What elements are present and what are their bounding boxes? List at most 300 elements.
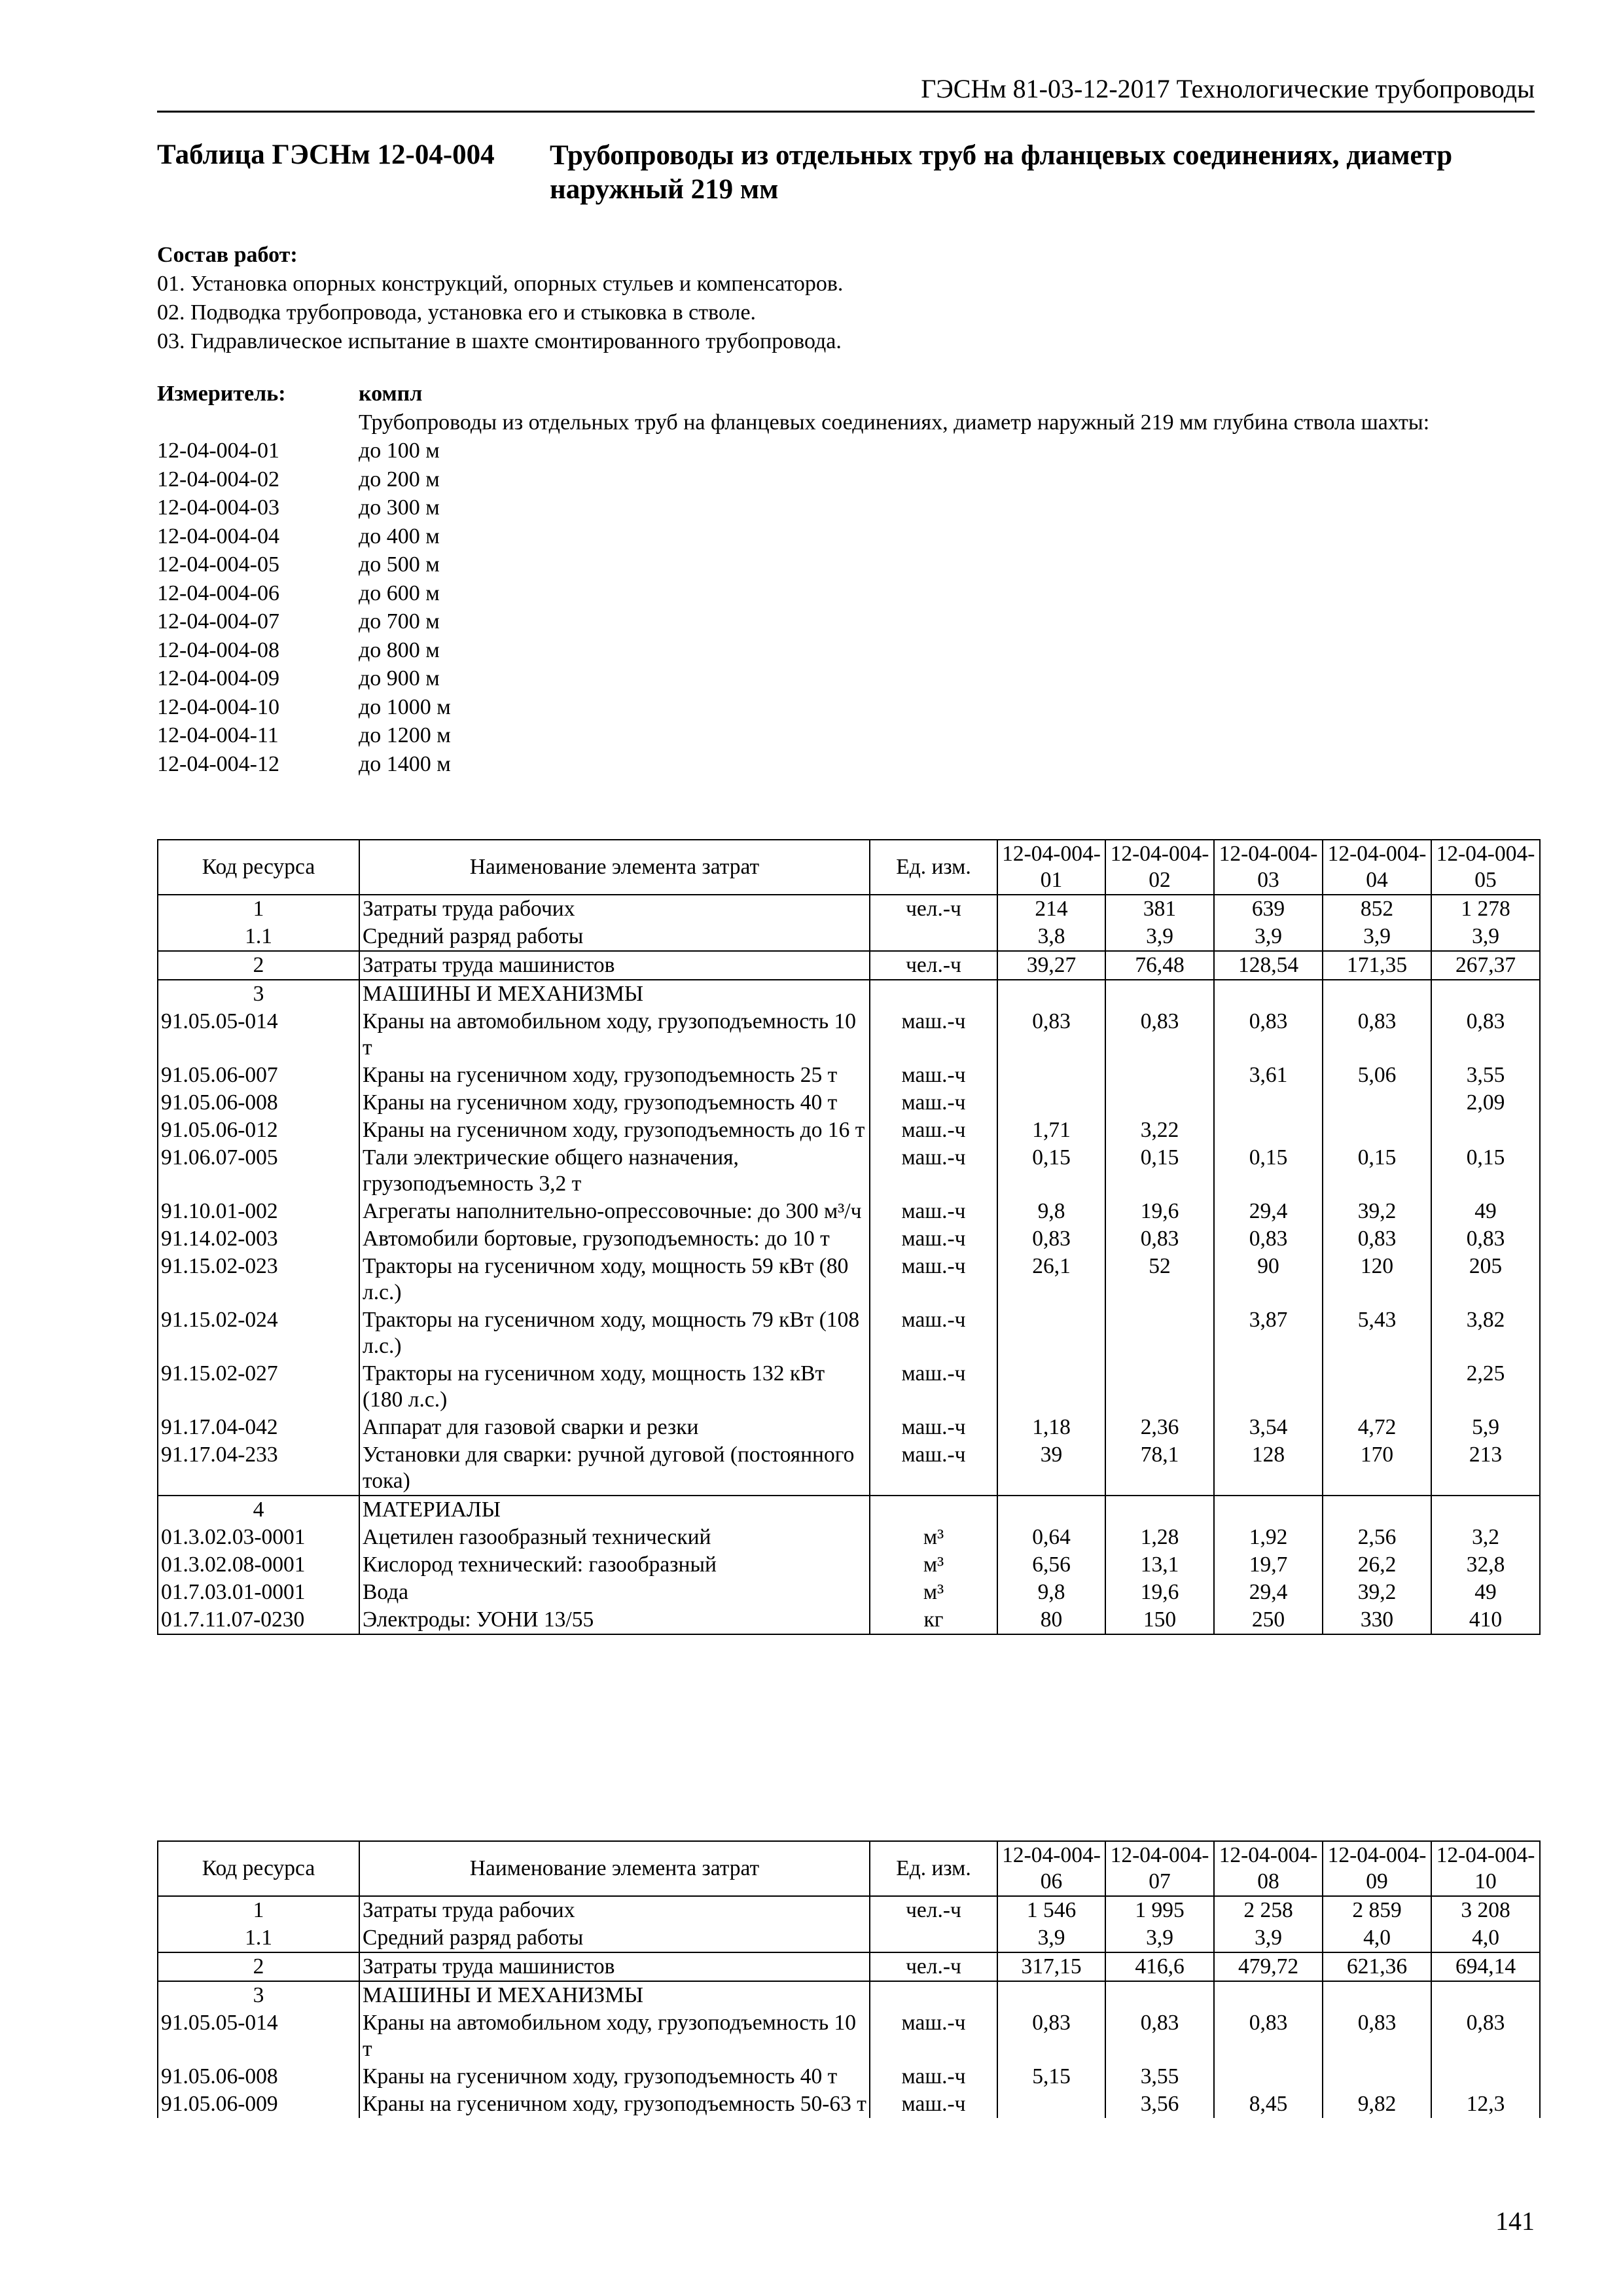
resource-value: 3,61: [1214, 1062, 1323, 1089]
meter-entry-code: 12-04-004-08: [157, 637, 279, 662]
resource-code: 91.06.07-005: [158, 1144, 359, 1198]
resource-value: [1323, 2063, 1431, 2090]
resource-name: Средний разряд работы: [359, 923, 870, 951]
resource-name: Средний разряд работы: [359, 1924, 870, 1952]
resource-value: 12,3: [1431, 2090, 1540, 2118]
resource-name: Установки для сварки: ручной дуговой (постоянного тока): [359, 1441, 870, 1496]
resource-value: 213: [1431, 1441, 1540, 1496]
work-item: 02. Подводка трубопровода, установка его и стыковка в стволе.: [157, 300, 757, 325]
resource-value: [1431, 1496, 1540, 1524]
resource-value: 214: [997, 895, 1105, 923]
resource-unit: маш.-ч: [870, 1306, 997, 1360]
resource-value: 39: [997, 1441, 1105, 1496]
resource-value: [1214, 1981, 1323, 2009]
table-row: [158, 1144, 1540, 1198]
resource-value: 19,7: [1214, 1551, 1323, 1579]
resource-code: 91.14.02-003: [158, 1225, 359, 1253]
meter-entry-desc: до 500 м: [359, 552, 440, 577]
resource-code: 01.3.02.08-0001: [158, 1551, 359, 1579]
table-row: [158, 1198, 1540, 1225]
resource-value: 32,8: [1431, 1551, 1540, 1579]
meter-entry-desc: до 700 м: [359, 609, 440, 634]
resource-unit: чел.-ч: [870, 951, 997, 980]
resource-code: 91.05.05-014: [158, 2009, 359, 2063]
table-row: [158, 980, 1540, 1008]
resource-name: МАТЕРИАЛЫ: [359, 1496, 870, 1524]
resource-value: [997, 980, 1105, 1008]
meter-entry-desc: до 200 м: [359, 467, 440, 492]
column-header: Наименование элемента затрат: [359, 840, 870, 895]
resource-value: 5,15: [997, 2063, 1105, 2090]
resource-unit: [870, 923, 997, 951]
resource-value: 128,54: [1214, 951, 1323, 980]
resource-name: Затраты труда рабочих: [359, 1896, 870, 1924]
meter-entry-code: 12-04-004-11: [157, 723, 279, 747]
resource-code: 91.17.04-042: [158, 1414, 359, 1441]
resource-unit: маш.-ч: [870, 1225, 997, 1253]
resource-value: 3,56: [1105, 2090, 1214, 2118]
meter-entry-desc: до 100 м: [359, 439, 440, 463]
meter-entry: [157, 721, 1538, 750]
table-title-text: Трубопроводы из отдельных труб на фланцевых соединениях, диаметр наружный 219 мм: [550, 140, 1453, 205]
resource-value: [997, 1089, 1105, 1117]
resource-name: Краны на гусеничном ходу, грузоподъемность 40 т: [359, 2063, 870, 2090]
table-row: [158, 1062, 1540, 1089]
meter-entry: [157, 550, 1538, 579]
table-row: [158, 2090, 1540, 2118]
resource-name: Краны на гусеничном ходу, грузоподъемность 40 т: [359, 1089, 870, 1117]
resource-value: [997, 1360, 1105, 1414]
resource-value: [1323, 980, 1431, 1008]
resource-value: 0,83: [1431, 1225, 1540, 1253]
resource-code: 91.05.06-008: [158, 1089, 359, 1117]
resource-name: Тракторы на гусеничном ходу, мощность 132 кВт (180 л.с.): [359, 1360, 870, 1414]
meter-entry-code: 12-04-004-05: [157, 552, 279, 577]
column-header: 12-04-004-06: [997, 1841, 1105, 1896]
resource-value: 39,27: [997, 951, 1105, 980]
resource-value: [1214, 980, 1323, 1008]
meter-entry: [157, 693, 1538, 722]
resource-value: 0,15: [1431, 1144, 1540, 1198]
resource-value: 128: [1214, 1441, 1323, 1496]
resource-name: Ацетилен газообразный технический: [359, 1524, 870, 1551]
resource-unit: маш.-ч: [870, 1144, 997, 1198]
resource-value: 3,55: [1431, 1062, 1540, 1089]
resource-value: 3,82: [1431, 1306, 1540, 1360]
resource-value: 150: [1105, 1606, 1214, 1634]
meter-entry: [157, 437, 1538, 465]
resource-unit: маш.-ч: [870, 2063, 997, 2090]
resource-value: [997, 2090, 1105, 2118]
resource-name: Тракторы на гусеничном ходу, мощность 59 кВт (80 л.с.): [359, 1253, 870, 1306]
column-header: 12-04-004-05: [1431, 840, 1540, 895]
meter-entry-desc: до 1200 м: [359, 723, 451, 747]
resource-name: Кислород технический: газообразный: [359, 1551, 870, 1579]
resource-name: Тракторы на гусеничном ходу, мощность 79 кВт (108 л.с.): [359, 1306, 870, 1360]
resource-unit: м³: [870, 1551, 997, 1579]
resource-value: 267,37: [1431, 951, 1540, 980]
column-header: 12-04-004-04: [1323, 840, 1431, 895]
resource-code: 1: [158, 895, 359, 923]
resource-table-1: [157, 839, 1541, 1635]
resource-value: 3,8: [997, 923, 1105, 951]
resource-name: Краны на гусеничном ходу, грузоподъемность до 16 т: [359, 1117, 870, 1144]
resource-code: 4: [158, 1496, 359, 1524]
meter-description: Трубопроводы из отдельных труб на фланцевых соединениях, диаметр наружный 219 мм глубина ствола шахты:: [359, 410, 1430, 435]
resource-unit: м³: [870, 1579, 997, 1606]
resource-value: 381: [1105, 895, 1214, 923]
resource-value: 2,25: [1431, 1360, 1540, 1414]
resource-value: 90: [1214, 1253, 1323, 1306]
meter-entry-code: 12-04-004-01: [157, 439, 279, 463]
resource-value: 0,83: [1214, 1225, 1323, 1253]
column-header: Ед. изм.: [870, 840, 997, 895]
resource-value: 4,0: [1431, 1924, 1540, 1952]
resource-value: 2,09: [1431, 1089, 1540, 1117]
resource-value: 3,2: [1431, 1524, 1540, 1551]
resource-value: 29,4: [1214, 1579, 1323, 1606]
running-header: ГЭСНм 81-03-12-2017 Технологические трубопроводы: [157, 73, 1535, 113]
resource-name: Тали электрические общего назначения, грузоподъемность 3,2 т: [359, 1144, 870, 1198]
resource-value: [1214, 1360, 1323, 1414]
table-row: [158, 2063, 1540, 2090]
resource-value: [1323, 1117, 1431, 1144]
meter-unit: компл: [359, 382, 423, 406]
resource-value: 1,18: [997, 1414, 1105, 1441]
meter-entry: [157, 664, 1538, 693]
resource-unit: [870, 1981, 997, 2009]
meter-entry-code: 12-04-004-10: [157, 694, 279, 719]
resource-value: 639: [1214, 895, 1323, 923]
resource-code: 1.1: [158, 923, 359, 951]
column-header: 12-04-004-03: [1214, 840, 1323, 895]
resource-unit: маш.-ч: [870, 1198, 997, 1225]
meter-entry: [157, 465, 1538, 494]
table-row: [158, 1496, 1540, 1524]
resource-unit: м³: [870, 1524, 997, 1551]
resource-unit: маш.-ч: [870, 1441, 997, 1496]
resource-name: Краны на гусеничном ходу, грузоподъемность 25 т: [359, 1062, 870, 1089]
meter-entry: [157, 607, 1538, 636]
resource-value: 0,15: [1323, 1144, 1431, 1198]
resource-unit: маш.-ч: [870, 1008, 997, 1062]
resource-value: [1214, 1117, 1323, 1144]
resource-value: 26,1: [997, 1253, 1105, 1306]
resource-value: [1105, 1496, 1214, 1524]
resource-code: 91.10.01-002: [158, 1198, 359, 1225]
resource-value: 3,9: [1431, 923, 1540, 951]
resource-value: 9,8: [997, 1198, 1105, 1225]
meter-label: Измеритель:: [157, 382, 286, 406]
table-row: [158, 1606, 1540, 1634]
resource-code: 01.7.03.01-0001: [158, 1579, 359, 1606]
resource-value: [1323, 1360, 1431, 1414]
resource-value: 1,71: [997, 1117, 1105, 1144]
resource-value: 9,8: [997, 1579, 1105, 1606]
resource-value: 52: [1105, 1253, 1214, 1306]
resource-value: [997, 1981, 1105, 2009]
meter-entry-code: 12-04-004-07: [157, 609, 279, 634]
resource-code: 91.05.06-008: [158, 2063, 359, 2090]
resource-value: 0,83: [1431, 2009, 1540, 2063]
resource-code: 91.15.02-024: [158, 1306, 359, 1360]
resource-unit: маш.-ч: [870, 1414, 997, 1441]
resource-value: 76,48: [1105, 951, 1214, 980]
resource-name: Затраты труда машинистов: [359, 1952, 870, 1981]
resource-value: [1431, 1981, 1540, 2009]
resource-value: 1 278: [1431, 895, 1540, 923]
resource-unit: [870, 1496, 997, 1524]
resource-code: 91.15.02-023: [158, 1253, 359, 1306]
resource-value: 19,6: [1105, 1198, 1214, 1225]
resource-value: 5,43: [1323, 1306, 1431, 1360]
resource-unit: маш.-ч: [870, 1062, 997, 1089]
resource-value: 78,1: [1105, 1441, 1214, 1496]
resource-value: 6,56: [997, 1551, 1105, 1579]
resource-unit: маш.-ч: [870, 2090, 997, 2118]
resource-value: 8,45: [1214, 2090, 1323, 2118]
table-row: [158, 923, 1540, 951]
resource-value: 0,83: [997, 2009, 1105, 2063]
resource-value: [1105, 1360, 1214, 1414]
meter-entry-code: 12-04-004-03: [157, 495, 279, 520]
resource-value: 2 258: [1214, 1896, 1323, 1924]
resource-value: 205: [1431, 1253, 1540, 1306]
resource-code: 91.05.06-009: [158, 2090, 359, 2118]
resource-value: 416,6: [1105, 1952, 1214, 1981]
resource-code: 91.15.02-027: [158, 1360, 359, 1414]
resource-value: 0,83: [1214, 1008, 1323, 1062]
resource-value: [997, 1496, 1105, 1524]
resource-value: [1214, 2063, 1323, 2090]
table-row: [158, 1579, 1540, 1606]
resource-code: 91.17.04-233: [158, 1441, 359, 1496]
resource-code: 2: [158, 951, 359, 980]
work-item: 03. Гидравлическое испытание в шахте смонтированного трубопровода.: [157, 329, 842, 353]
meter-entry: [157, 579, 1538, 608]
meter-entry-desc: до 800 м: [359, 637, 440, 662]
resource-unit: маш.-ч: [870, 1089, 997, 1117]
resource-value: [1214, 1496, 1323, 1524]
resource-code: 1: [158, 1896, 359, 1924]
meter-entry-desc: до 1000 м: [359, 694, 451, 719]
meter-entry: [157, 636, 1538, 665]
resource-name: МАШИНЫ И МЕХАНИЗМЫ: [359, 980, 870, 1008]
resource-table-2: [157, 1840, 1541, 2118]
resource-unit: чел.-ч: [870, 1896, 997, 1924]
resource-value: 2,56: [1323, 1524, 1431, 1551]
column-header: Код ресурса: [158, 1841, 359, 1896]
table-row: [158, 1524, 1540, 1551]
column-header: Наименование элемента затрат: [359, 1841, 870, 1896]
resource-value: 250: [1214, 1606, 1323, 1634]
resource-code: 3: [158, 980, 359, 1008]
resource-value: [1323, 1089, 1431, 1117]
resource-value: 39,2: [1323, 1579, 1431, 1606]
column-header: 12-04-004-01: [997, 840, 1105, 895]
table-row: [158, 1924, 1540, 1952]
meter-entry: [157, 522, 1538, 551]
table-row: [158, 1360, 1540, 1414]
resource-value: 49: [1431, 1579, 1540, 1606]
resource-value: 3,9: [1214, 1924, 1323, 1952]
resource-name: Затраты труда рабочих: [359, 895, 870, 923]
resource-value: 0,83: [1323, 1008, 1431, 1062]
resource-value: 3,55: [1105, 2063, 1214, 2090]
resource-code: 01.3.02.03-0001: [158, 1524, 359, 1551]
resource-value: 39,2: [1323, 1198, 1431, 1225]
resource-value: 5,9: [1431, 1414, 1540, 1441]
resource-unit: чел.-ч: [870, 1952, 997, 1981]
resource-name: Краны на гусеничном ходу, грузоподъемность 50-63 т: [359, 2090, 870, 2118]
resource-value: 120: [1323, 1253, 1431, 1306]
resource-name: Краны на автомобильном ходу, грузоподъемность 10 т: [359, 2009, 870, 2063]
meter-block: [157, 380, 1538, 778]
meter-entry-code: 12-04-004-12: [157, 751, 279, 776]
table-row: [158, 1117, 1540, 1144]
resource-value: 3,54: [1214, 1414, 1323, 1441]
meter-entry-code: 12-04-004-09: [157, 666, 279, 691]
resource-value: 0,83: [1323, 1225, 1431, 1253]
resource-name: Автомобили бортовые, грузоподъемность: до 10 т: [359, 1225, 870, 1253]
meter-entry-code: 12-04-004-04: [157, 524, 279, 548]
table-row: [158, 1089, 1540, 1117]
resource-value: 3 208: [1431, 1896, 1540, 1924]
meter-entry-desc: до 900 м: [359, 666, 440, 691]
table-row: [158, 1981, 1540, 2009]
resource-value: 0,15: [997, 1144, 1105, 1198]
column-header: 12-04-004-07: [1105, 1841, 1214, 1896]
meter-entry-desc: до 600 м: [359, 581, 440, 605]
resource-code: 91.05.06-012: [158, 1117, 359, 1144]
meter-entry-desc: до 1400 м: [359, 751, 451, 776]
resource-value: [1431, 1117, 1540, 1144]
resource-value: 330: [1323, 1606, 1431, 1634]
resource-value: 1,28: [1105, 1524, 1214, 1551]
resource-value: 694,14: [1431, 1952, 1540, 1981]
table-row: [158, 1225, 1540, 1253]
table-row: [158, 2009, 1540, 2063]
resource-unit: чел.-ч: [870, 895, 997, 923]
resource-value: 1,92: [1214, 1524, 1323, 1551]
resource-name: Агрегаты наполнительно-опрессовочные: до 300 м³/ч: [359, 1198, 870, 1225]
resource-value: 621,36: [1323, 1952, 1431, 1981]
meter-entry-code: 12-04-004-02: [157, 467, 279, 492]
table-row: [158, 895, 1540, 923]
resource-name: Затраты труда машинистов: [359, 951, 870, 980]
resource-value: [1431, 980, 1540, 1008]
resource-value: 1 995: [1105, 1896, 1214, 1924]
meter-entry-code: 12-04-004-06: [157, 581, 279, 605]
table-title-label: Таблица ГЭСНм 12-04-004: [157, 139, 495, 170]
table-row: [158, 1306, 1540, 1360]
resource-value: 171,35: [1323, 951, 1431, 980]
resource-unit: маш.-ч: [870, 1360, 997, 1414]
resource-value: 80: [997, 1606, 1105, 1634]
resource-value: 852: [1323, 895, 1431, 923]
meter-entry-desc: до 400 м: [359, 524, 440, 548]
resource-value: [1105, 1062, 1214, 1089]
resource-unit: [870, 980, 997, 1008]
table-row: [158, 951, 1540, 980]
resource-value: 0,15: [1105, 1144, 1214, 1198]
resource-value: 0,83: [1105, 1225, 1214, 1253]
resource-value: 5,06: [1323, 1062, 1431, 1089]
resource-value: 0,64: [997, 1524, 1105, 1551]
resource-value: 3,9: [997, 1924, 1105, 1952]
resource-value: [1105, 1981, 1214, 2009]
resource-value: [1105, 980, 1214, 1008]
resource-value: 479,72: [1214, 1952, 1323, 1981]
resource-value: 4,0: [1323, 1924, 1431, 1952]
resource-value: 3,9: [1323, 923, 1431, 951]
resource-value: 3,9: [1214, 923, 1323, 951]
resource-value: 0,83: [1431, 1008, 1540, 1062]
resource-unit: кг: [870, 1606, 997, 1634]
resource-code: 1.1: [158, 1924, 359, 1952]
resource-name: МАШИНЫ И МЕХАНИЗМЫ: [359, 1981, 870, 2009]
work-composition: [157, 241, 843, 356]
work-item: 01. Установка опорных конструкций, опорных стульев и компенсаторов.: [157, 272, 844, 296]
resource-unit: [870, 1924, 997, 1952]
table-row: [158, 1441, 1540, 1496]
resource-value: [1214, 1089, 1323, 1117]
meter-entry-desc: до 300 м: [359, 495, 440, 520]
table-row: [158, 1551, 1540, 1579]
resource-value: 0,83: [1323, 2009, 1431, 2063]
resource-value: 0,15: [1214, 1144, 1323, 1198]
meter-entry: [157, 493, 1538, 522]
resource-value: 0,83: [997, 1225, 1105, 1253]
resource-value: 2 859: [1323, 1896, 1431, 1924]
resource-value: 170: [1323, 1441, 1431, 1496]
resource-value: 49: [1431, 1198, 1540, 1225]
column-header: 12-04-004-02: [1105, 840, 1214, 895]
table-row: [158, 1896, 1540, 1924]
column-header: Ед. изм.: [870, 1841, 997, 1896]
meter-entries: [157, 437, 1538, 778]
resource-value: 410: [1431, 1606, 1540, 1634]
resource-value: [1105, 1089, 1214, 1117]
resource-name: Электроды: УОНИ 13/55: [359, 1606, 870, 1634]
resource-value: 0,83: [1105, 2009, 1214, 2063]
resource-code: 3: [158, 1981, 359, 2009]
resource-value: 9,82: [1323, 2090, 1431, 2118]
resource-value: 3,22: [1105, 1117, 1214, 1144]
resource-value: [997, 1306, 1105, 1360]
resource-value: 26,2: [1323, 1551, 1431, 1579]
column-header: 12-04-004-08: [1214, 1841, 1323, 1896]
table-row: [158, 1253, 1540, 1306]
resource-value: 0,83: [1214, 2009, 1323, 2063]
resource-value: 2,36: [1105, 1414, 1214, 1441]
resource-value: [1431, 2063, 1540, 2090]
resource-value: 3,87: [1214, 1306, 1323, 1360]
resource-value: [1323, 1496, 1431, 1524]
page-number: 141: [1495, 2206, 1535, 2236]
resource-code: 91.05.05-014: [158, 1008, 359, 1062]
resource-value: 317,15: [997, 1952, 1105, 1981]
meter-entry: [157, 750, 1538, 779]
resource-value: 0,83: [997, 1008, 1105, 1062]
resource-name: Краны на автомобильном ходу, грузоподъемность 10 т: [359, 1008, 870, 1062]
resource-unit: маш.-ч: [870, 1117, 997, 1144]
resource-value: 3,9: [1105, 1924, 1214, 1952]
resource-value: 3,9: [1105, 923, 1214, 951]
resource-value: [1323, 1981, 1431, 2009]
column-header: 12-04-004-09: [1323, 1841, 1431, 1896]
work-composition-heading: Состав работ:: [157, 243, 298, 267]
